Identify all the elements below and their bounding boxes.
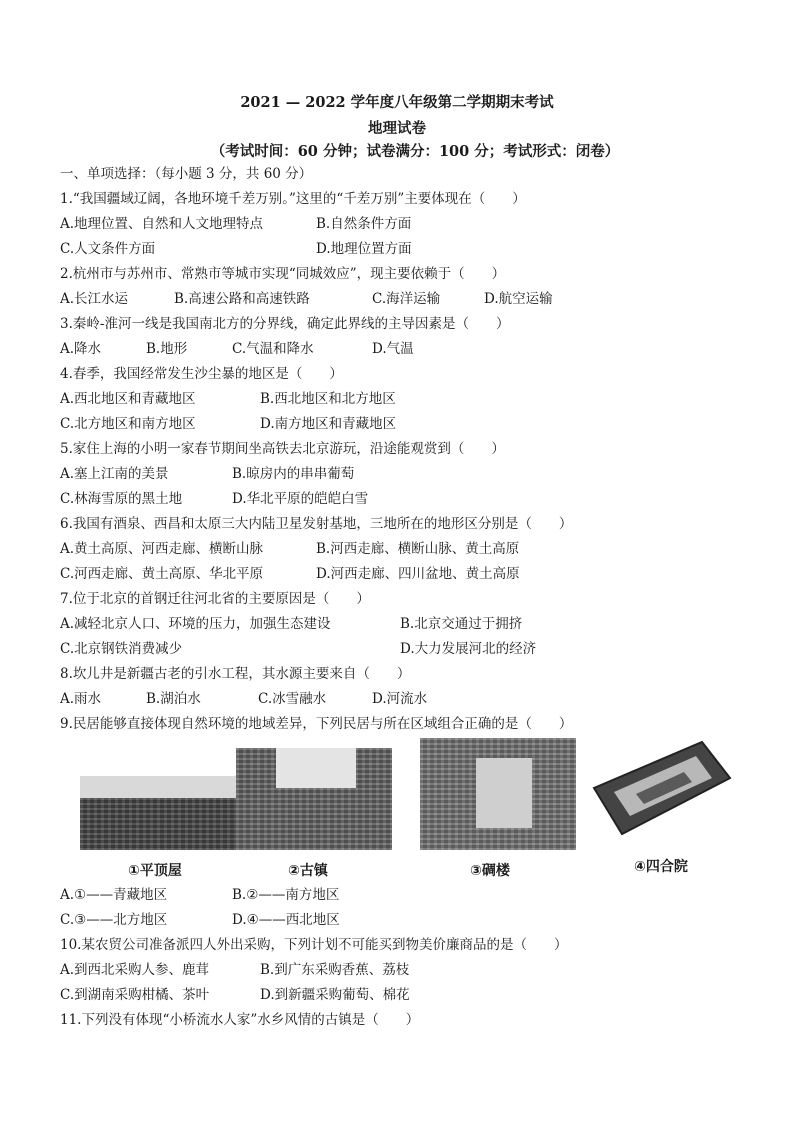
q4-option-c: C.北方地区和南方地区 — [60, 416, 196, 432]
q3-option-d: D.气温 — [372, 341, 414, 357]
exam-title: 2021 — 2022 学年度八年级第二学期期末考试 — [240, 94, 554, 111]
q7-option-b: B.北京交通过于拥挤 — [400, 616, 523, 632]
q9-option-a: A.①——青藏地区 — [60, 887, 168, 903]
q3-option-b: B.地形 — [146, 341, 188, 357]
q10-option-a: A.到西北采购人参、鹿茸 — [60, 962, 210, 978]
q5-option-a: A.塞上江南的美景 — [60, 466, 169, 482]
question-9-stem: 9.民居能够直接体现自然环境的地域差异，下列民居与所在区域组合正确的是（ ） — [60, 716, 573, 732]
q6-option-b: B.河西走廊、横断山脉、黄土高原 — [316, 541, 520, 557]
q6-option-c: C.河西走廊、黄土高原、华北平原 — [60, 566, 264, 582]
q1-option-d: D.地理位置方面 — [316, 241, 412, 257]
q7-option-c: C.北京钢铁消费减少 — [60, 641, 183, 657]
caption-ancient-town: ②古镇 — [288, 863, 328, 879]
q9-option-c: C.③——北方地区 — [60, 912, 168, 928]
question-11-stem: 11.下列没有体现“小桥流水人家”水乡风情的古镇是（ ） — [60, 1012, 420, 1028]
caption-courtyard: ④四合院 — [634, 859, 688, 875]
q2-option-a: A.长江水运 — [60, 291, 129, 307]
question-2-stem: 2.杭州市与苏州市、常熟市等城市实现“同城效应”，现主要依赖于（ ） — [60, 266, 506, 282]
question-7-stem: 7.位于北京的首钢迁往河北省的主要原因是（ ） — [60, 591, 370, 607]
q1-option-b: B.自然条件方面 — [316, 216, 412, 232]
ancient-town-sky — [276, 748, 356, 788]
caption-watchtower: ③碉楼 — [470, 863, 510, 879]
q10-option-d: D.到新疆采购葡萄、棉花 — [260, 987, 410, 1003]
q5-option-d: D.华北平原的皑皑白雪 — [232, 491, 369, 507]
q4-option-a: A.西北地区和青藏地区 — [60, 391, 196, 407]
q4-option-b: B.西北地区和北方地区 — [260, 391, 396, 407]
q5-option-b: B.晾房内的串串葡萄 — [232, 466, 355, 482]
q10-option-b: B.到广东采购香蕉、荔枝 — [260, 962, 410, 978]
q2-option-c: C.海洋运输 — [372, 291, 441, 307]
question-8-stem: 8.坎儿井是新疆古老的引水工程，其水源主要来自（ ） — [60, 666, 411, 682]
q1-option-a: A.地理位置、自然和人文地理特点 — [60, 216, 264, 232]
caption-flat-roof: ①平顶屋 — [128, 863, 182, 879]
q4-option-d: D.南方地区和青藏地区 — [260, 416, 397, 432]
q3-option-a: A.降水 — [60, 341, 102, 357]
courtyard-house-drawing — [584, 738, 732, 850]
section-heading: 一、单项选择：（每小题 3 分，共 60 分） — [60, 166, 313, 182]
q6-option-d: D.河西走廊、四川盆地、黄土高原 — [316, 566, 520, 582]
q10-option-c: C.到湖南采购柑橘、茶叶 — [60, 987, 210, 1003]
exam-info: （考试时间：60 分钟；试卷满分：100 分；考试形式：闭卷） — [210, 143, 620, 160]
q6-option-a: A.黄土高原、河西走廊、横断山脉 — [60, 541, 264, 557]
question-10-stem: 10.某农贸公司准备派四人外出采购，下列计划不可能买到物美价廉商品的是（ ） — [60, 937, 568, 953]
flat-roof-sky — [80, 776, 236, 798]
q7-option-d: D.大力发展河北的经济 — [400, 641, 537, 657]
q3-option-c: C.气温和降水 — [232, 341, 314, 357]
q8-option-d: D.河流水 — [372, 691, 428, 707]
question-5-stem: 5.家住上海的小明一家春节期间坐高铁去北京游玩，沿途能观赏到（ ） — [60, 441, 505, 457]
question-1-stem: 1.“我国疆域辽阔，各地环境千差万别。”这里的“千差万别”主要体现在（ ） — [60, 191, 526, 207]
q9-option-d: D.④——西北地区 — [232, 912, 340, 928]
dwellings-figure — [76, 738, 732, 878]
q2-option-b: B.高速公路和高速铁路 — [174, 291, 310, 307]
q5-option-c: C.林海雪原的黑土地 — [60, 491, 183, 507]
q1-option-c: C.人文条件方面 — [60, 241, 156, 257]
watchtower-building — [476, 758, 532, 828]
q7-option-a: A.减轻北京人口、环境的压力，加强生态建设 — [60, 616, 331, 632]
q8-option-c: C.冰雪融水 — [258, 691, 327, 707]
question-6-stem: 6.我国有酒泉、西昌和太原三大内陆卫星发射基地，三地所在的地形区分别是（ ） — [60, 516, 573, 532]
q9-option-b: B.②——南方地区 — [232, 887, 340, 903]
question-3-stem: 3.秦岭-淮河一线是我国南北方的分界线，确定此界线的主导因素是（ ） — [60, 316, 510, 332]
q2-option-d: D.航空运输 — [484, 291, 553, 307]
q8-option-b: B.湖泊水 — [146, 691, 201, 707]
q8-option-a: A.雨水 — [60, 691, 102, 707]
question-4-stem: 4.春季，我国经常发生沙尘暴的地区是（ ） — [60, 366, 343, 382]
exam-subject: 地理试卷 — [368, 120, 426, 137]
